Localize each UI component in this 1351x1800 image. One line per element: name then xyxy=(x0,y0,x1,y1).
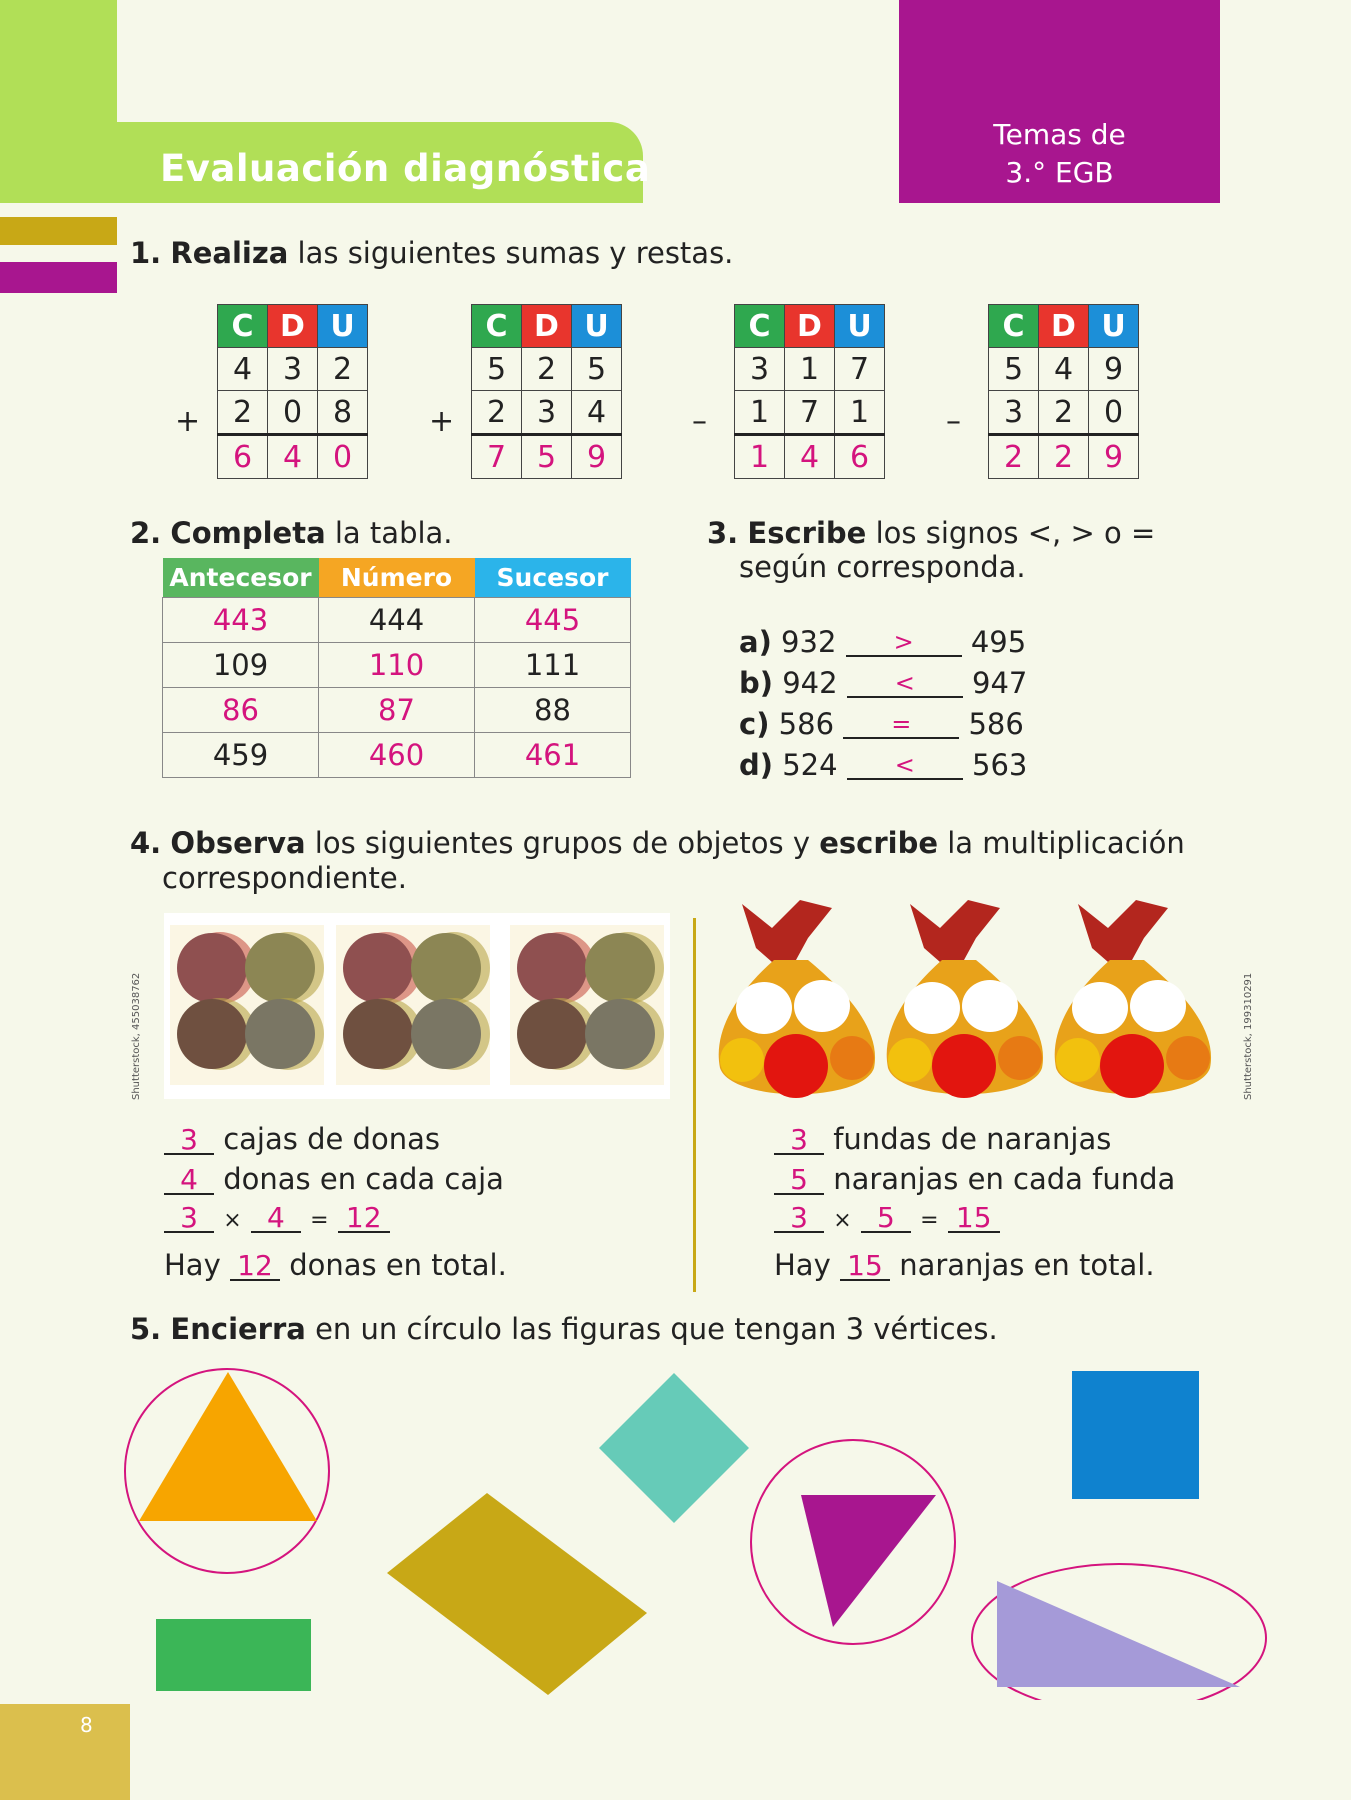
question-2 xyxy=(130,516,453,550)
donas-mult-a: 3 xyxy=(164,1205,214,1233)
result-cell: 9 xyxy=(572,435,622,479)
left-number: 942 xyxy=(782,666,838,700)
donut xyxy=(411,933,481,1003)
table-cell: 459 xyxy=(163,733,319,778)
donut-boxes-image xyxy=(164,913,670,1099)
q2-text: la tabla. xyxy=(334,516,453,550)
donut xyxy=(343,999,413,1069)
result-cell: 9 xyxy=(1089,435,1139,479)
white-orange xyxy=(1072,982,1128,1034)
q2-number: 2. xyxy=(130,516,162,550)
item-label: c) xyxy=(739,707,770,741)
predecessor-successor-table xyxy=(162,558,631,778)
comparison-item xyxy=(739,707,1024,741)
hay-label: Hay xyxy=(774,1248,831,1282)
digit-cell: 0 xyxy=(1089,391,1139,435)
table-row xyxy=(163,688,631,733)
q4-verb-escribe: escribe xyxy=(819,826,938,860)
orange xyxy=(998,1036,1042,1080)
white-orange xyxy=(1130,980,1186,1032)
orange xyxy=(764,1034,828,1098)
donas-per-line xyxy=(164,1162,504,1196)
naranjas-per-line xyxy=(774,1162,1175,1196)
digit-cell: 5 xyxy=(472,348,522,391)
cdu-header-cell: C xyxy=(989,305,1039,348)
donut-box xyxy=(170,925,324,1085)
cdu-header-cell: C xyxy=(472,305,522,348)
q3-number: 3. xyxy=(707,516,739,550)
sign-answer: < xyxy=(847,670,963,698)
cdu-header-cell: D xyxy=(785,305,835,348)
digit-cell: 4 xyxy=(572,391,622,435)
q4-text-rest: la multiplicación xyxy=(947,826,1185,860)
donas-groups-line xyxy=(164,1122,440,1156)
digit-cell: 1 xyxy=(735,391,785,435)
q4-line-2: correspondiente. xyxy=(162,861,407,895)
cdu-header-cell: D xyxy=(268,305,318,348)
naranjas-total-line xyxy=(774,1248,1155,1282)
cdu-header-cell: U xyxy=(1089,305,1139,348)
digit-cell: 2 xyxy=(218,391,268,435)
q1-number: 1. xyxy=(130,236,162,270)
q5-number: 5. xyxy=(130,1312,162,1346)
result-cell: 2 xyxy=(1039,435,1089,479)
cdu-header-cell: C xyxy=(218,305,268,348)
times-sign: × xyxy=(833,1208,852,1233)
result-cell: 1 xyxy=(735,435,785,479)
naranjas-mult-b: 5 xyxy=(861,1205,911,1233)
topic-line-2: 3.° EGB xyxy=(1005,156,1114,189)
hay-label: Hay xyxy=(164,1248,221,1282)
donas-total-answer: 12 xyxy=(230,1253,280,1281)
page-title: Evaluación diagnóstica xyxy=(160,147,651,190)
table-cell: 109 xyxy=(163,643,319,688)
digit-cell: 7 xyxy=(835,348,885,391)
q1-verb: Realiza xyxy=(170,236,289,270)
result-cell: 0 xyxy=(318,435,368,479)
white-orange xyxy=(794,980,850,1032)
donas-multiplication-line xyxy=(164,1200,390,1234)
donut xyxy=(177,933,247,1003)
digit-cell: 9 xyxy=(1089,348,1139,391)
table-cell: 444 xyxy=(319,598,475,643)
answer-cell: 443 xyxy=(163,598,319,643)
table-cell: 111 xyxy=(475,643,631,688)
lilac-right-triangle[interactable] xyxy=(997,1581,1240,1687)
left-number: 524 xyxy=(782,748,838,782)
header-sucesor: Sucesor xyxy=(475,558,631,598)
digit-cell: 3 xyxy=(268,348,318,391)
orange-bag xyxy=(1055,900,1211,1098)
answer-cell: 87 xyxy=(319,688,475,733)
donut xyxy=(343,933,413,1003)
q4-number: 4. xyxy=(130,826,162,860)
q5-text: en un círculo las figuras que tengan 3 vértices. xyxy=(315,1312,998,1346)
naranjas-mult-a: 3 xyxy=(774,1205,824,1233)
operation-sign: – xyxy=(692,404,707,439)
orange xyxy=(720,1038,764,1082)
donut xyxy=(411,999,481,1069)
naranjas-per-answer: 5 xyxy=(774,1167,824,1195)
cdu-header-cell: U xyxy=(572,305,622,348)
question-5 xyxy=(130,1312,998,1346)
digit-cell: 5 xyxy=(989,348,1039,391)
digit-cell: 1 xyxy=(785,348,835,391)
right-number: 947 xyxy=(972,666,1028,700)
donut xyxy=(517,999,587,1069)
result-cell: 6 xyxy=(835,435,885,479)
orange xyxy=(888,1038,932,1082)
donas-per-answer: 4 xyxy=(164,1167,214,1195)
item-label: b) xyxy=(739,666,774,700)
credit-left: Shutterstock, 455038762 xyxy=(131,972,142,1100)
q5-verb: Encierra xyxy=(170,1312,306,1346)
digit-cell: 4 xyxy=(1039,348,1089,391)
digit-cell: 7 xyxy=(785,391,835,435)
equals-sign: = xyxy=(920,1208,939,1233)
times-sign: × xyxy=(223,1208,242,1233)
naranjas-product: 15 xyxy=(948,1205,1000,1233)
blue-square[interactable] xyxy=(1072,1371,1199,1499)
white-orange xyxy=(736,982,792,1034)
sign-answer: < xyxy=(847,752,963,780)
cdu-header-cell: U xyxy=(318,305,368,348)
orange xyxy=(1100,1034,1164,1098)
page-number-box xyxy=(0,1704,130,1800)
naranjas-total-text: naranjas en total. xyxy=(899,1248,1155,1282)
orange-bag xyxy=(887,900,1043,1098)
digit-cell: 2 xyxy=(1039,391,1089,435)
digit-cell: 3 xyxy=(735,348,785,391)
naranjas-multiplication-line xyxy=(774,1200,1000,1234)
operation-sign: + xyxy=(175,404,201,439)
orange xyxy=(1056,1038,1100,1082)
cdu-table xyxy=(988,304,1139,479)
donas-product: 12 xyxy=(338,1205,390,1233)
orange-triangle[interactable] xyxy=(139,1372,317,1521)
cdu-header-cell: D xyxy=(1039,305,1089,348)
table-row xyxy=(163,598,631,643)
q4-verb-observa: Observa xyxy=(170,826,306,860)
digit-cell: 2 xyxy=(318,348,368,391)
orange xyxy=(1166,1036,1210,1080)
comparison-item xyxy=(739,748,1027,782)
q4-divider xyxy=(693,918,696,1292)
digit-cell: 3 xyxy=(989,391,1039,435)
bag-tie xyxy=(910,900,1000,962)
donut-box xyxy=(510,925,664,1085)
donut xyxy=(245,933,315,1003)
olive-rhombus[interactable] xyxy=(387,1493,647,1695)
right-number: 495 xyxy=(970,625,1027,659)
digit-cell: 4 xyxy=(218,348,268,391)
answer-cell: 86 xyxy=(163,688,319,733)
topic-line-1: Temas de xyxy=(993,118,1126,151)
orange xyxy=(830,1036,874,1080)
q3-verb: Escribe xyxy=(747,516,867,550)
cdu-header-cell: D xyxy=(522,305,572,348)
donut xyxy=(245,999,315,1069)
operation-sign: – xyxy=(946,404,961,439)
answer-cell: 445 xyxy=(475,598,631,643)
purple-triangle[interactable] xyxy=(801,1495,936,1627)
donut xyxy=(177,999,247,1069)
table-row xyxy=(163,643,631,688)
digit-cell: 8 xyxy=(318,391,368,435)
donas-mult-b: 4 xyxy=(251,1205,301,1233)
digit-cell: 2 xyxy=(522,348,572,391)
naranjas-per-text: naranjas en cada funda xyxy=(833,1162,1176,1196)
teal-rhombus[interactable] xyxy=(599,1373,749,1523)
q3-line-2: según corresponda. xyxy=(739,550,1026,584)
bag-tie xyxy=(1078,900,1168,962)
olive-stripe xyxy=(0,217,117,245)
answer-cell: 110 xyxy=(319,643,475,688)
right-number: 586 xyxy=(968,707,1024,741)
answer-cell: 460 xyxy=(319,733,475,778)
comparison-item xyxy=(739,625,1026,659)
digit-cell: 2 xyxy=(472,391,522,435)
naranjas-total-answer: 15 xyxy=(840,1253,890,1281)
question-1 xyxy=(130,236,733,270)
sign-answer: > xyxy=(846,629,962,657)
operation-sign: + xyxy=(429,404,455,439)
cdu-header-cell: C xyxy=(735,305,785,348)
cdu-table xyxy=(734,304,885,479)
header-antecesor: Antecesor xyxy=(163,558,319,598)
page-number: 8 xyxy=(80,1713,93,1737)
sign-answer: = xyxy=(843,711,959,739)
credit-right: Shutterstock, 199310291 xyxy=(1243,972,1254,1100)
orange-bag xyxy=(719,900,875,1098)
naranjas-groups-line xyxy=(774,1122,1111,1156)
shapes-area xyxy=(0,1360,1351,1700)
result-cell: 4 xyxy=(785,435,835,479)
question-3 xyxy=(707,516,1155,550)
equals-sign: = xyxy=(310,1208,329,1233)
digit-cell: 1 xyxy=(835,391,885,435)
q2-verb: Completa xyxy=(170,516,326,550)
result-cell: 2 xyxy=(989,435,1039,479)
right-number: 563 xyxy=(972,748,1028,782)
digit-cell: 0 xyxy=(268,391,318,435)
donut xyxy=(585,933,655,1003)
donut-box xyxy=(336,925,490,1085)
orange-bags-image xyxy=(712,898,1216,1108)
q1-text: las siguientes sumas y restas. xyxy=(297,236,734,270)
white-orange xyxy=(962,980,1018,1032)
header-numero: Número xyxy=(319,558,475,598)
cdu-header-cell: U xyxy=(835,305,885,348)
question-4 xyxy=(130,826,1185,860)
donut xyxy=(517,933,587,1003)
answer-cell: 461 xyxy=(475,733,631,778)
result-cell: 4 xyxy=(268,435,318,479)
item-label: d) xyxy=(739,748,774,782)
left-number: 586 xyxy=(778,707,835,741)
comparison-item xyxy=(739,666,1027,700)
topic-box xyxy=(899,0,1220,203)
digit-cell: 3 xyxy=(522,391,572,435)
donas-groups-text: cajas de donas xyxy=(223,1122,440,1156)
donas-groups-answer: 3 xyxy=(164,1127,214,1155)
donas-per-text: donas en cada caja xyxy=(223,1162,504,1196)
table-cell: 88 xyxy=(475,688,631,733)
bag-tie xyxy=(742,900,832,962)
donas-total-text: donas en total. xyxy=(289,1248,507,1282)
naranjas-groups-text: fundas de naranjas xyxy=(833,1122,1112,1156)
donas-total-line xyxy=(164,1248,507,1282)
q3-text: los signos <, > o = xyxy=(875,516,1156,550)
item-label: a) xyxy=(739,625,772,659)
digit-cell: 5 xyxy=(572,348,622,391)
cdu-table xyxy=(471,304,622,479)
white-orange xyxy=(904,982,960,1034)
q4-text-mid: los siguientes grupos de objetos y xyxy=(314,826,810,860)
orange xyxy=(932,1034,996,1098)
cdu-table xyxy=(217,304,368,479)
donut xyxy=(585,999,655,1069)
table-row xyxy=(163,733,631,778)
result-cell: 5 xyxy=(522,435,572,479)
result-cell: 7 xyxy=(472,435,522,479)
naranjas-groups-answer: 3 xyxy=(774,1127,824,1155)
result-cell: 6 xyxy=(218,435,268,479)
green-rectangle[interactable] xyxy=(156,1619,311,1691)
purple-stripe xyxy=(0,262,117,293)
left-number: 932 xyxy=(781,625,837,659)
